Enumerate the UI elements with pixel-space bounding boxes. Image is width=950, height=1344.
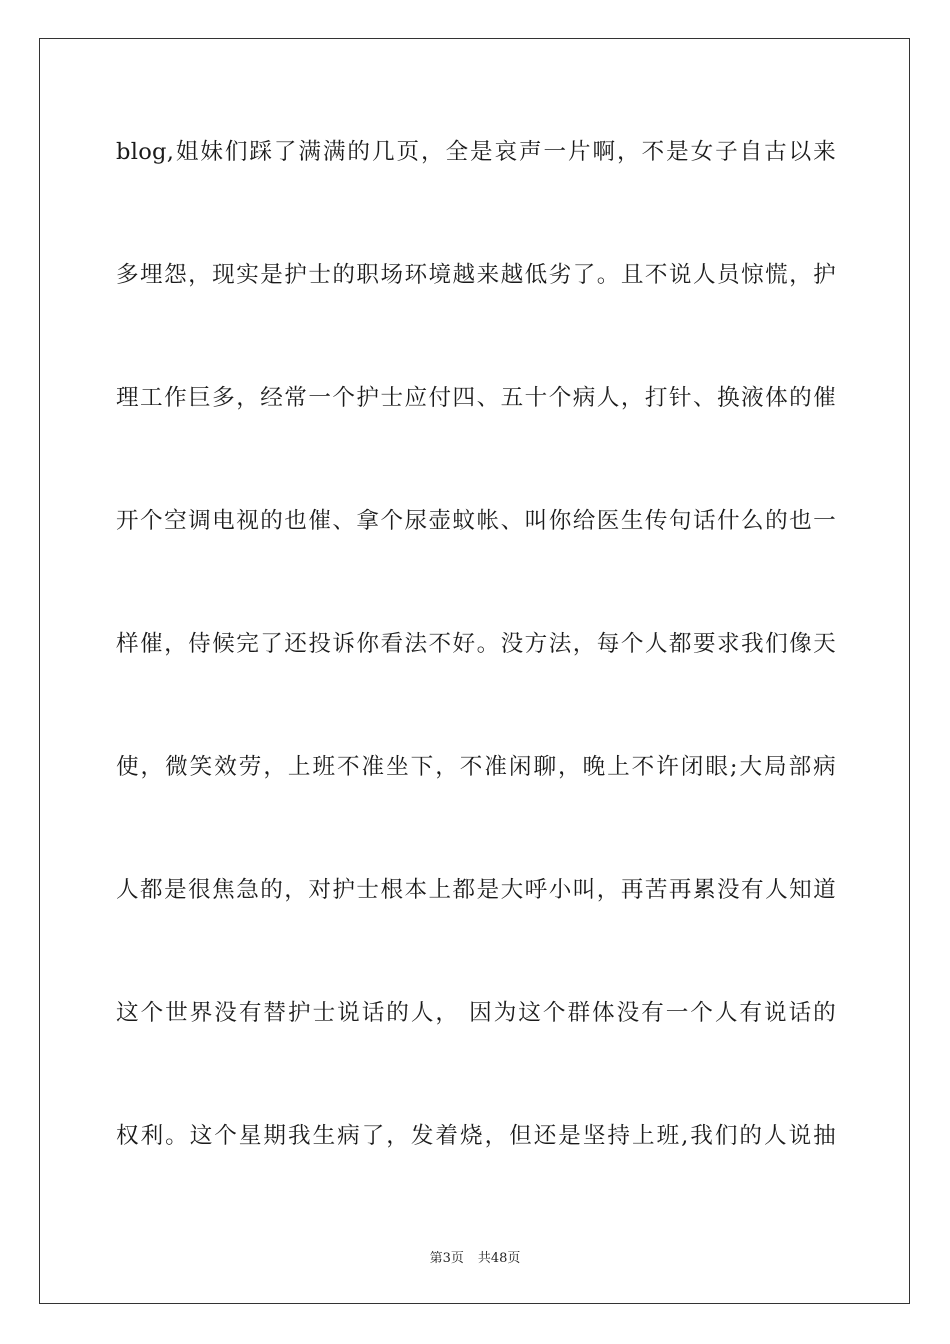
text-line-6: 使，微笑效劳，上班不准坐下，不准闲聊，晚上不许闭眼;大局部病: [116, 754, 836, 780]
text-line-1: blog,姐妹们踩了满满的几页，全是哀声一片啊，不是女子自古以来: [116, 139, 836, 165]
text-line-2: 多埋怨，现实是护士的职场环境越来越低劣了。且不说人员惊慌，护: [116, 262, 836, 288]
total-page-count: 共48页: [477, 1251, 521, 1266]
document-body: [116, 128, 836, 1235]
text-line-7: 人都是很焦急的，对护士根本上都是大呼小叫，再苦再累没有人知道: [116, 877, 836, 903]
text-line-8: 这个世界没有替护士说话的人， 因为这个群体没有一个人有说话的: [116, 1000, 836, 1026]
text-line-5: 样催，侍候完了还投诉你看法不好。没方法，每个人都要求我们像天: [116, 631, 836, 657]
text-line-4: 开个空调电视的也催、拿个尿壶蚊帐、叫你给医生传句话什么的也一: [116, 508, 836, 534]
text-line-3: 理工作巨多，经常一个护士应付四、五十个病人，打针、换液体的催: [116, 385, 836, 411]
current-page-number: 第3页: [429, 1251, 464, 1266]
page-footer: [0, 1247, 950, 1266]
text-line-9: 权利。这个星期我生病了，发着烧，但还是坚持上班,我们的人说抽: [116, 1123, 836, 1149]
